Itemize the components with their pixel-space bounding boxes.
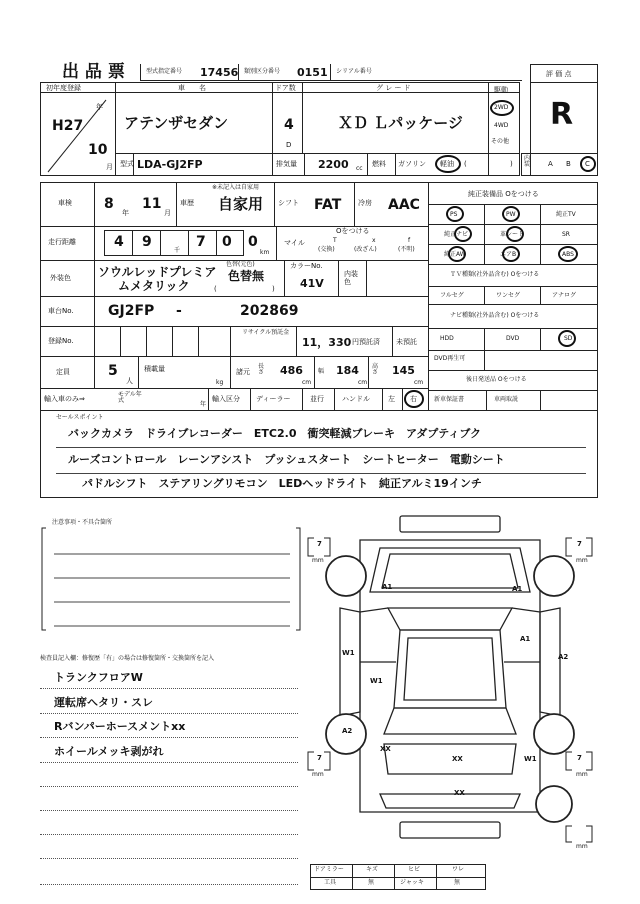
import-year-unit: 年 bbox=[200, 401, 207, 408]
tv-title: ＴＶ種類(社外品含む) Oをつける bbox=[450, 271, 540, 278]
equip-nav-circle bbox=[454, 226, 472, 242]
equip-sr: SR bbox=[562, 231, 570, 238]
footer-tools: 工具 bbox=[324, 879, 337, 886]
mileage-digit-5: 0 bbox=[248, 234, 258, 250]
equip-aw-circle bbox=[448, 246, 466, 262]
footer-jack: ジャッキ bbox=[400, 879, 424, 886]
capacity-label: 定員 bbox=[56, 368, 70, 376]
equip-tv: 純正TV bbox=[556, 211, 576, 218]
first-reg-year: H27 bbox=[52, 118, 84, 134]
right-circle bbox=[404, 390, 424, 408]
cc: cc bbox=[356, 165, 363, 172]
fuel-gas: ガソリン bbox=[398, 160, 426, 168]
load-label: 積載量 bbox=[144, 365, 165, 373]
shift-label: シフト bbox=[278, 199, 299, 207]
rating-label: 評 価 点 bbox=[546, 70, 572, 78]
repaint-open: ( bbox=[214, 285, 217, 293]
interior-label: 内装 bbox=[524, 155, 531, 168]
chassis-label: 車台No. bbox=[48, 307, 74, 315]
sheet-title: 出 品 票 bbox=[62, 62, 125, 82]
type-code-label: 型式指定番号 bbox=[146, 68, 183, 75]
inspector-label: 検査員記入欄：修復歴「有」の場合は修復箇所・交換箇所を記入 bbox=[40, 655, 215, 662]
repaint-close: ) bbox=[272, 285, 275, 293]
after-manual: 車両取説 bbox=[494, 396, 519, 403]
interior-c: C bbox=[585, 160, 590, 168]
ac: AAC bbox=[388, 197, 420, 213]
history-label: 車歴 bbox=[180, 199, 194, 207]
drive-4wd: 4WD bbox=[494, 122, 509, 129]
mileage-digit-2: 9 bbox=[142, 234, 152, 250]
grade-label: グ レ ー ド bbox=[376, 84, 411, 92]
width-label: 幅 bbox=[318, 368, 325, 375]
mark-left-door: W1 bbox=[370, 677, 383, 685]
color-line2: ムメタリック bbox=[118, 279, 190, 293]
tread-fl-mm: mm bbox=[312, 557, 324, 564]
tread-rl: 7 bbox=[317, 754, 322, 762]
displacement: 2200 bbox=[318, 158, 349, 171]
mark-rear-left-tire: A2 bbox=[342, 727, 353, 735]
serial-label: シリアル番号 bbox=[336, 68, 372, 75]
mark-t: T bbox=[333, 237, 337, 244]
tread-fr: 7 bbox=[577, 540, 582, 548]
fuel-diesel-circle bbox=[435, 155, 461, 173]
note-item-4: ホイールメッキ剥がれ bbox=[54, 745, 164, 758]
month-unit: 月 bbox=[106, 163, 113, 171]
interior-color-label: 内装色 bbox=[344, 270, 358, 287]
width-cm: cm bbox=[358, 379, 368, 386]
footer-crack: ヒビ bbox=[408, 866, 421, 873]
drive-2wd: 2WD bbox=[494, 104, 509, 111]
unknown: (不明) bbox=[398, 246, 415, 253]
car-diagram bbox=[300, 512, 600, 852]
sales-line-3: パドルシフト ステアリングリモコン LEDヘッドライト 純正アルミ19インチ bbox=[82, 477, 482, 490]
color-no-label: カラーNo. bbox=[290, 262, 323, 270]
height-cm: cm bbox=[414, 379, 424, 386]
width: 184 bbox=[336, 364, 359, 377]
caution-bracket bbox=[40, 526, 304, 636]
fuel-other: ( bbox=[464, 160, 467, 168]
person-unit: 人 bbox=[126, 377, 133, 385]
capacity: 5 bbox=[108, 363, 118, 379]
height: 145 bbox=[392, 364, 415, 377]
nav-hdd: HDD bbox=[440, 335, 454, 342]
equip-ps-circle bbox=[446, 206, 464, 222]
chassis-number: 202869 bbox=[240, 303, 299, 319]
tv-analog: アナログ bbox=[552, 292, 577, 299]
recycle-not: 未預託 bbox=[396, 338, 417, 346]
mark-rear-quarter: XX bbox=[380, 745, 391, 753]
history: 自家用 bbox=[218, 195, 264, 213]
left: 左 bbox=[388, 395, 395, 403]
class-code-label: 類別区分番号 bbox=[244, 68, 281, 75]
tread-fl: 7 bbox=[317, 540, 322, 548]
color-line1: ソウルレッドプレミア bbox=[98, 265, 217, 279]
length-cm: cm bbox=[302, 379, 312, 386]
mark-trunk: XX bbox=[452, 755, 463, 763]
tread-spare-mm: mm bbox=[576, 843, 588, 850]
color-no: 41V bbox=[300, 277, 324, 290]
car-name-label: 車 名 bbox=[178, 84, 206, 92]
car-name: アテンザセダン bbox=[124, 114, 229, 132]
tread-rr: 7 bbox=[577, 754, 582, 762]
interior-b: B bbox=[566, 160, 571, 168]
equip-leather-circle bbox=[506, 226, 524, 242]
equip-nav: 純正ナビ bbox=[444, 231, 469, 238]
fuel-close: ) bbox=[510, 160, 513, 168]
mark-right-door: A1 bbox=[520, 635, 531, 643]
interior-a: A bbox=[548, 160, 553, 168]
doors: 4 bbox=[284, 117, 294, 133]
handle: ハンドル bbox=[342, 395, 370, 403]
chassis-dash: - bbox=[176, 303, 182, 319]
parallel: 並行 bbox=[310, 395, 324, 403]
dvd-label: DVD再生可 bbox=[434, 355, 466, 362]
mark-f: f bbox=[408, 237, 411, 244]
grade: ＸＤ Ｌパッケージ bbox=[338, 114, 463, 132]
model: LDA-GJ2FP bbox=[137, 158, 203, 171]
repaint-label: 色替(元色) bbox=[226, 261, 255, 268]
right: 右 bbox=[410, 395, 417, 403]
inspection-month: 11 bbox=[142, 196, 162, 212]
tread-rr-mm: mm bbox=[576, 771, 588, 778]
equip-leather: 革シート bbox=[500, 231, 525, 238]
note-item-2: 運転席ヘタリ・スレ bbox=[54, 696, 153, 709]
mark-front-right: A1 bbox=[512, 585, 523, 593]
drive-label: 駆動 bbox=[494, 86, 508, 94]
door-d: D bbox=[286, 141, 292, 149]
dims-label: 諸元 bbox=[236, 368, 250, 376]
tv-oneseg: ワンセグ bbox=[496, 292, 521, 299]
mark-left-fender: W1 bbox=[342, 649, 355, 657]
equip-pw-circle bbox=[502, 206, 520, 222]
equip-aw: 純正AW bbox=[444, 251, 466, 258]
mile-label: マイル bbox=[284, 239, 305, 247]
height-label: 高さ bbox=[372, 363, 379, 376]
import-label: 輸入車のみ⇒ bbox=[44, 395, 85, 403]
shift: FAT bbox=[314, 197, 342, 213]
mark-note: Oをつける bbox=[336, 227, 370, 235]
note-item-3: Rバンパーホースメントxx bbox=[54, 720, 186, 733]
first-reg-month: 10 bbox=[88, 142, 108, 158]
displacement-label: 排気量 bbox=[276, 160, 297, 168]
model-label: 型式 bbox=[120, 160, 134, 168]
inspection-year-unit: 年 bbox=[122, 209, 129, 217]
sales-line-2: ルーズコントロール レーンアシスト プッシュスタート シートヒーター 電動シート bbox=[68, 453, 505, 466]
history-note: ※未記入は自家用 bbox=[212, 184, 260, 191]
mark-rear-bumper: XX bbox=[454, 789, 465, 797]
fuel-label: 燃料 bbox=[372, 160, 386, 168]
drive-other: その他 bbox=[491, 138, 510, 145]
nav-sd-circle bbox=[558, 330, 576, 347]
mark-rear-right: W1 bbox=[524, 755, 537, 763]
color-label: 外装色 bbox=[50, 274, 71, 282]
fuel-diesel: 軽油 bbox=[440, 160, 454, 168]
footer-scratch: キズ bbox=[366, 866, 378, 873]
nav-dvd: DVD bbox=[506, 335, 520, 342]
door-label: ドア数 bbox=[275, 84, 296, 92]
tv-fullseg: フルセグ bbox=[440, 292, 464, 299]
nav-sd: SD bbox=[564, 335, 573, 342]
first-reg-label: 初年度登録 bbox=[46, 84, 81, 92]
tread-rl-mm: mm bbox=[312, 771, 324, 778]
after-title: 後日発送品 Oをつける bbox=[466, 376, 527, 383]
drive-2wd-circle bbox=[490, 100, 514, 116]
equip-airbag-circle bbox=[502, 246, 520, 262]
kg: kg bbox=[216, 379, 224, 386]
modified: (改ざん) bbox=[354, 246, 377, 253]
mark-front-left: A1 bbox=[382, 583, 393, 591]
tread-fr-mm: mm bbox=[576, 557, 588, 564]
mark-x: x bbox=[372, 237, 376, 244]
note-item-1: トランクフロアW bbox=[54, 671, 143, 684]
footer-break: ワレ bbox=[452, 866, 465, 873]
inspection-label: 車検 bbox=[58, 199, 72, 207]
equipment-title: 純正装備品 Oをつける bbox=[468, 190, 539, 198]
length: 486 bbox=[280, 364, 303, 377]
inspection-year: 8 bbox=[104, 196, 114, 212]
recycle: 11，330 bbox=[302, 336, 352, 349]
length-label: 長さ bbox=[258, 363, 265, 376]
type-code: 17456 bbox=[200, 66, 239, 79]
rating-value: R bbox=[550, 97, 574, 132]
equip-abs: ABS bbox=[562, 251, 574, 258]
equip-pw: PW bbox=[506, 211, 516, 218]
equip-airbag: エアB bbox=[500, 251, 517, 258]
footer-jack-value: 無 bbox=[454, 879, 461, 886]
exchange: (交換) bbox=[318, 246, 335, 253]
nav-title: ナビ種類(社外品含む) Oをつける bbox=[450, 312, 540, 319]
equip-abs-circle bbox=[558, 246, 578, 262]
mileage-digit-1: 4 bbox=[114, 234, 124, 250]
after-warranty: 新車保証書 bbox=[434, 396, 465, 403]
footer-tools-value: 無 bbox=[368, 879, 375, 886]
model-year-label: モデル年式 bbox=[118, 391, 142, 404]
mark-right-side: A2 bbox=[558, 653, 569, 661]
caution-label: 注意事項・不具合箇所 bbox=[52, 519, 113, 526]
mileage-digit-3: 7 bbox=[196, 234, 206, 250]
class-code: 0151 bbox=[297, 66, 328, 79]
chassis-prefix: GJ2FP bbox=[108, 303, 155, 319]
import-class-label: 輸入区分 bbox=[212, 395, 240, 403]
inspection-month-unit: 月 bbox=[164, 209, 171, 217]
repaint: 色替無 bbox=[228, 269, 265, 283]
reg-no-label: 登録No. bbox=[48, 337, 74, 345]
km: km bbox=[260, 249, 270, 256]
year-unit: 年 bbox=[96, 103, 103, 111]
sales-points-label: セールスポイント bbox=[56, 414, 104, 421]
sales-line-1: バックカメラ ドライブレコーダー ETC2.0 衝突軽減ブレーキ アダプティブク bbox=[68, 427, 482, 440]
ac-label: 冷房 bbox=[358, 199, 372, 207]
mileage-thousand: 千 bbox=[174, 247, 181, 254]
recycle-label: リサイクル預託金 bbox=[242, 329, 290, 336]
recycle-done: 円預託済 bbox=[352, 338, 380, 346]
footer-mirror: ドアミラー bbox=[314, 866, 344, 873]
mileage-label: 走行距離 bbox=[48, 238, 76, 246]
mileage-digit-4: 0 bbox=[222, 234, 232, 250]
dealer: ディーラー bbox=[256, 395, 291, 403]
equip-ps: PS bbox=[450, 211, 458, 218]
